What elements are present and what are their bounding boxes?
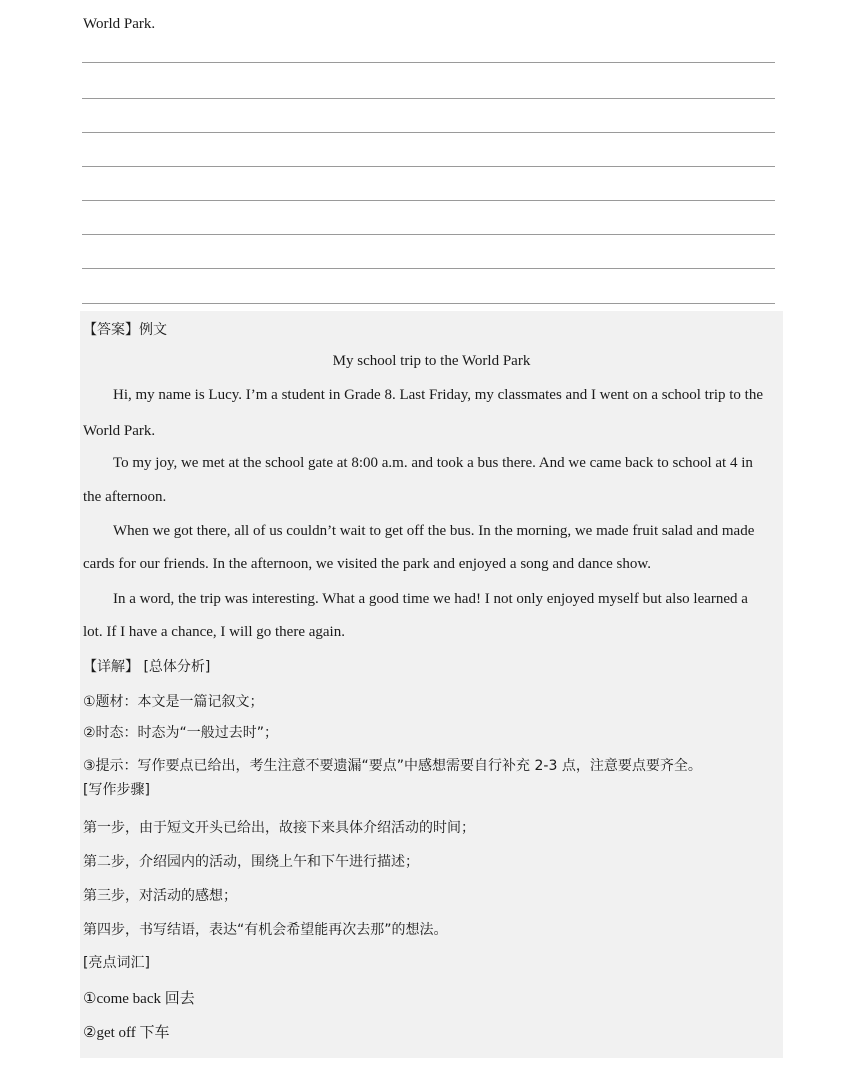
step-item: 第四步，书写结语，表达“有机会希望能再次去那”的想法。: [83, 922, 448, 938]
essay-title: My school trip to the World Park: [332, 353, 531, 369]
paragraph-1-line-1: Hi, my name is Lucy. I’m a student in Grade 8. Last Friday, my classmates and I went on a school trip to the: [113, 387, 763, 403]
step-item: 第二步，介绍园内的活动，围绕上午和下午进行描述；: [83, 854, 419, 870]
analysis-item: ③提示：写作要点已给出，考生注意不要遗漏“要点”中感想需要自行补充 2-3 点，注意要点要齐全。: [83, 758, 702, 774]
paragraph-3-line-2: cards for our friends. In the afternoon, we visited the park and enjoyed a song and dance show.: [83, 556, 652, 572]
writing-line: [82, 166, 775, 167]
vocab-heading: [亮点词汇]: [83, 955, 150, 971]
writing-line: [82, 200, 775, 201]
writing-line: [82, 234, 775, 235]
writing-line: [82, 268, 775, 269]
paragraph-1-line-2: World Park.: [83, 423, 156, 439]
analysis-item: ①题材：本文是一篇记叙文；: [83, 694, 264, 710]
paragraph-4-line-2: lot. If I have a chance, I will go there again.: [83, 624, 345, 640]
analysis-item: ②时态：时态为“一般过去时”；: [83, 725, 279, 741]
step-item: 第三步，对活动的感想；: [83, 888, 237, 904]
paragraph-2-line-2: the afternoon.: [83, 489, 167, 505]
answer-heading: 【答案】例文: [83, 322, 167, 338]
step-item: 第一步，由于短文开头已给出，故接下来具体介绍活动的时间；: [83, 820, 475, 836]
writing-line: [82, 303, 775, 304]
writing-line: [82, 132, 775, 133]
writing-line: [82, 98, 775, 99]
detail-heading: 【详解】 [总体分析]: [83, 659, 211, 675]
writing-line: [82, 62, 775, 63]
vocab-item: ①come back 回去: [83, 991, 195, 1007]
paragraph-3-line-1: When we got there, all of us couldn’t wait to get off the bus. In the morning, we made fruit salad and made: [113, 523, 755, 539]
paragraph-2-line-1: To my joy, we met at the school gate at 8:00 a.m. and took a bus there. And we came back to school at 4 in: [113, 455, 753, 471]
steps-heading: [写作步骤]: [83, 782, 150, 798]
answer-section: [80, 311, 783, 1058]
top-text: World Park.: [83, 16, 156, 32]
paragraph-4-line-1: In a word, the trip was interesting. What a good time we had! I not only enjoyed myself but also learned a: [113, 591, 748, 607]
vocab-item: ②get off 下车: [83, 1025, 170, 1041]
